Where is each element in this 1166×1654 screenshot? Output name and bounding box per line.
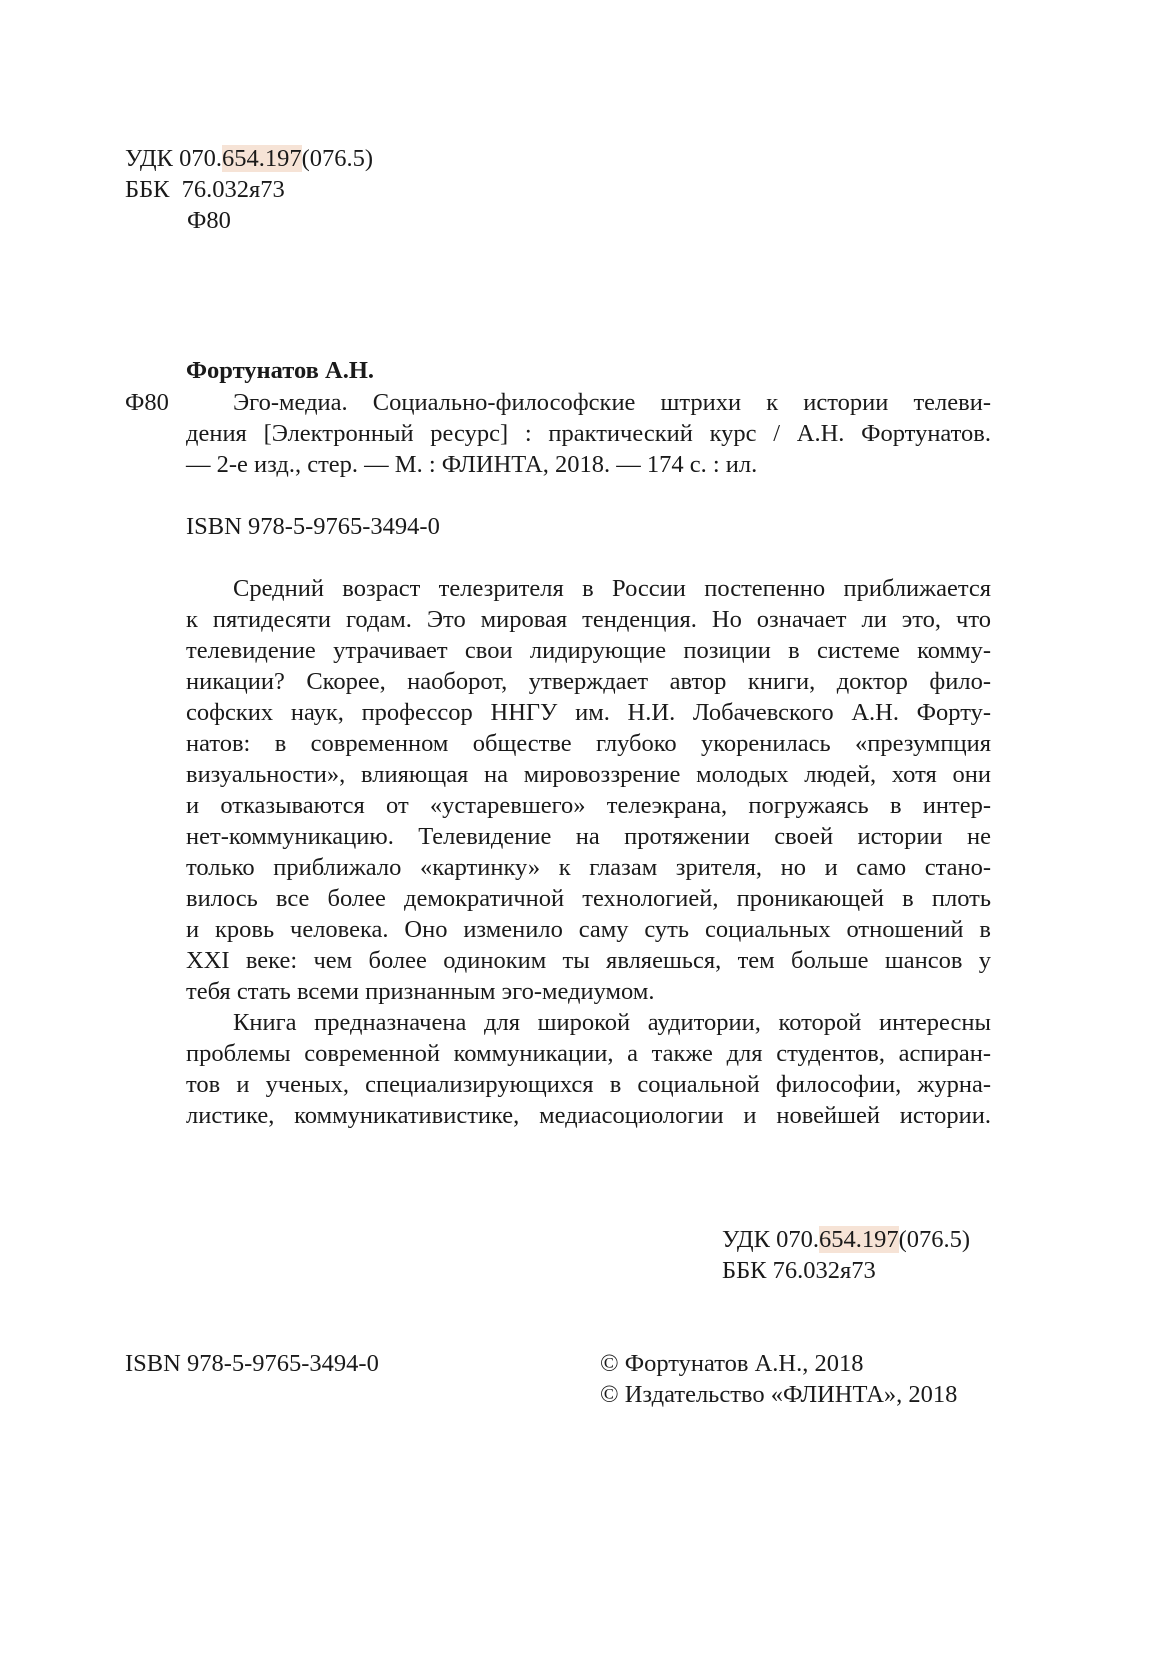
abstract-line: вилось все более демократичной технологией, проникающей в плоть bbox=[186, 885, 991, 912]
footer-isbn: ISBN 978-5-9765-3494-0 bbox=[125, 1350, 379, 1377]
abstract-line: и кровь человека. Оно изменило саму суть социальных отношений в bbox=[186, 916, 991, 943]
abstract-line: Книга предназначена для широкой аудитории, которой интересны bbox=[233, 1009, 991, 1036]
abstract-line: визуальности», влияющая на мировоззрение молодых людей, хотя они bbox=[186, 761, 991, 788]
udk-label: УДК bbox=[125, 145, 173, 172]
copyright-publisher: © Издательство «ФЛИНТА», 2018 bbox=[600, 1381, 958, 1408]
entry-author: Фортунатов А.Н. bbox=[186, 357, 374, 384]
abstract-line: проблемы современной коммуникации, а также для студентов, аспиран- bbox=[186, 1040, 991, 1067]
abstract-line: к пятидесяти годам. Это мировая тенденция. Но означает ли это, что bbox=[186, 606, 991, 633]
copyright-author: © Фортунатов А.Н., 2018 bbox=[600, 1350, 864, 1377]
biblio-line-2: дения [Электронный ресурс] : практический курс / А.Н. Фортунатов. bbox=[186, 420, 991, 447]
abstract-line: телевидение утрачивает свои лидирующие позиции в системе комму- bbox=[186, 637, 991, 664]
abstract-line: только приближало «картинку» к глазам зрителя, но и само стано- bbox=[186, 854, 991, 881]
entry-mark: Ф80 bbox=[125, 389, 169, 416]
udk-highlight: 654.197 bbox=[221, 145, 302, 172]
abstract-line: натов: в современном обществе глубоко укоренилась «презумпция bbox=[186, 730, 991, 757]
udk-highlight: 654.197 bbox=[818, 1226, 899, 1253]
bbk-value: 76.032я73 bbox=[181, 176, 285, 203]
abstract-line: тов и ученых, специализирующихся в социальной философии, журна- bbox=[186, 1071, 991, 1098]
udk-top bbox=[125, 143, 373, 175]
bbk-label: ББК bbox=[125, 176, 170, 203]
abstract-line: никации? Скорее, наоборот, утверждает автор книги, доктор фило- bbox=[186, 668, 991, 695]
udk-code: 070.654.197(076.5) bbox=[776, 1226, 971, 1253]
udk-label: УДК bbox=[722, 1226, 770, 1253]
abstract-line: нет-коммуникацию. Телевидение на протяжении своей истории не bbox=[186, 823, 991, 850]
udk-code: 070.654.197(076.5) bbox=[179, 145, 374, 172]
abstract-line: софских наук, профессор ННГУ им. Н.И. Лобачевского А.Н. Форту- bbox=[186, 699, 991, 726]
udk-bottom bbox=[722, 1224, 970, 1256]
bbk-top bbox=[125, 174, 285, 206]
abstract-line: листике, коммуникативистике, медиасоциологии и новейшей истории. bbox=[186, 1102, 991, 1129]
author-mark-top: Ф80 bbox=[187, 207, 231, 234]
biblio-line-1: Эго-медиа. Социально-философские штрихи к истории телеви- bbox=[233, 389, 991, 416]
abstract-line: тебя стать всеми признанным эго-медиумом. bbox=[186, 978, 655, 1005]
abstract-line: и отказываются от «устаревшего» телеэкрана, погружаясь в интер- bbox=[186, 792, 991, 819]
abstract-line: XXI веке: чем более одиноким ты являешься, тем больше шансов у bbox=[186, 947, 991, 974]
bbk-bottom: ББК 76.032я73 bbox=[722, 1257, 876, 1284]
abstract-line: Средний возраст телезрителя в России постепенно приближается bbox=[233, 575, 991, 602]
entry-isbn: ISBN 978-5-9765-3494-0 bbox=[186, 513, 440, 540]
biblio-line-3: — 2-е изд., стер. — М. : ФЛИНТА, 2018. — 174 с. : ил. bbox=[186, 451, 758, 478]
